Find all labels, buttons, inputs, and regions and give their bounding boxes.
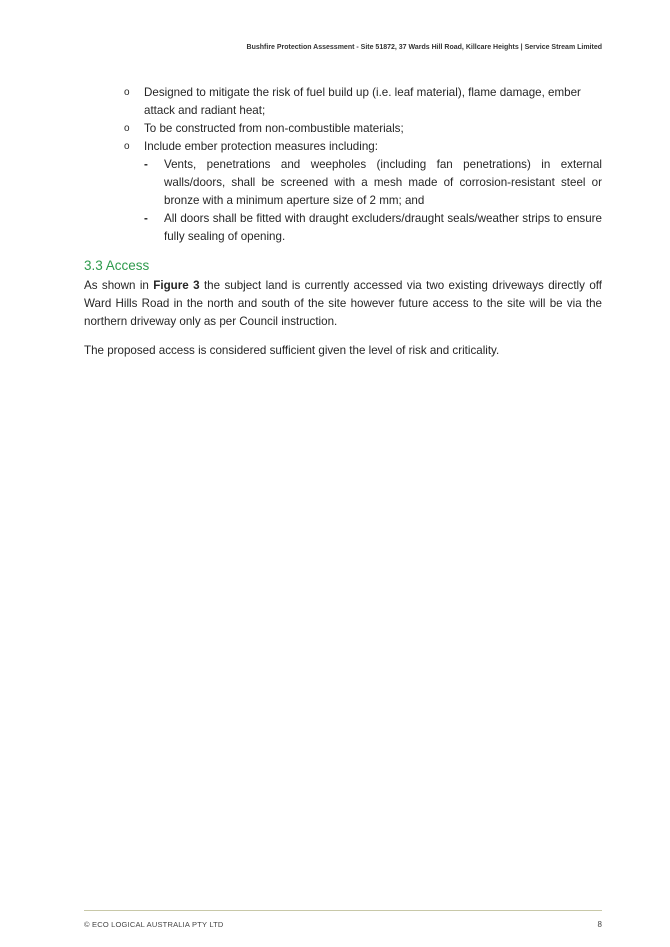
section-heading: 3.3 Access	[84, 258, 150, 273]
sub-list-item-text: Vents, penetrations and weepholes (including fan penetrations) in external walls/doors, shall be screened with a mesh made of corrosion-resistant steel or bronze with a minimum aperture size of 2 mm; and	[164, 158, 602, 207]
footer-divider	[84, 910, 602, 911]
access-paragraph	[84, 277, 602, 331]
page-number: 8	[597, 920, 602, 929]
page-content	[84, 84, 602, 360]
circle-bullet-icon: o	[124, 123, 130, 134]
sub-list-item	[84, 210, 602, 246]
list-item-text: Designed to mitigate the risk of fuel build up (i.e. leaf material), flame damage, ember attack and radiant heat;	[144, 86, 581, 117]
paragraph-text: the subject land is currently accessed via two existing driveways directly off Ward Hills Road in the north and south of the site however future access to the site will be via the northern driveway only as per Council instruction.	[84, 279, 602, 328]
circle-bullet-icon: o	[124, 141, 130, 152]
page-header: Bushfire Protection Assessment - Site 51872, 37 Wards Hill Road, Killcare Heights | Service Stream Limited	[246, 44, 602, 51]
dash-bullet-icon: -	[144, 212, 148, 225]
paragraph-text: As shown in	[84, 279, 154, 292]
dash-bullet-icon: -	[144, 158, 148, 171]
list-item	[84, 138, 602, 156]
list-item-text: To be constructed from non-combustible materials;	[144, 122, 404, 135]
circle-bullet-icon: o	[124, 87, 130, 98]
list-item	[84, 84, 602, 120]
list-item-text: Include ember protection measures including:	[144, 140, 378, 153]
list-item	[84, 120, 602, 138]
conclusion-paragraph: The proposed access is considered sufficient given the level of risk and criticality.	[84, 344, 500, 357]
figure-reference: Figure 3	[153, 279, 200, 292]
sub-list-item-text: All doors shall be fitted with draught excluders/draught seals/weather strips to ensure fully sealing of opening.	[164, 212, 602, 243]
footer-copyright: © ECO LOGICAL AUSTRALIA PTY LTD	[84, 920, 224, 929]
sub-list-item	[84, 156, 602, 210]
